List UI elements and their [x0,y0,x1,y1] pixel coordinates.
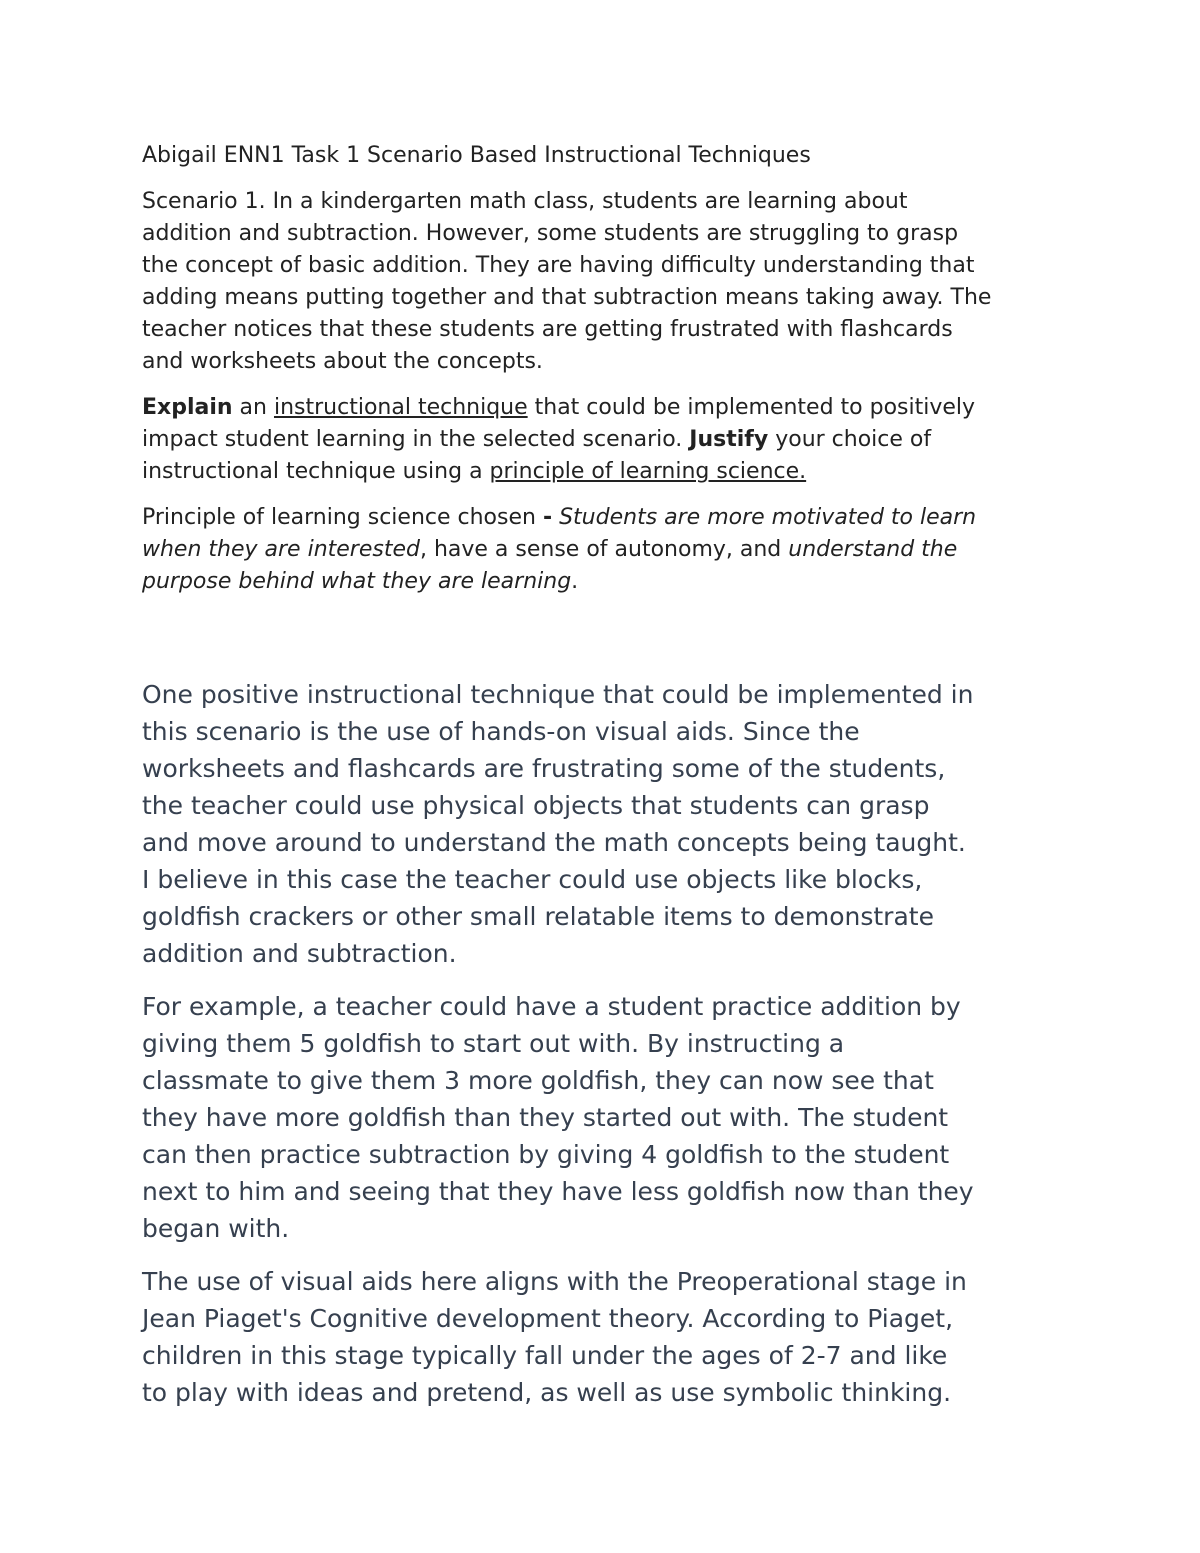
answer-line: Jean Piaget's Cognitive development theory. According to Piaget, [142,1304,954,1333]
prompt-line [142,392,1072,424]
scenario-line: teacher notices that these students are getting frustrated with flashcards [142,317,953,342]
prompt-paragraph [142,392,1072,488]
answer-line: goldfish crackers or other small relatable items to demonstrate [142,902,934,931]
answer-line: the teacher could use physical objects that students can grasp [142,791,930,820]
principle-paragraph [142,502,1072,598]
explain-keyword: Explain [142,395,233,420]
scenario-line: addition and subtraction. However, some students are struggling to grasp [142,221,959,246]
answer-line: giving them 5 goldfish to start out with. By instructing a [142,1029,845,1058]
principle-italic: when they are interested [142,537,420,562]
answer-line: children in this stage typically fall under the ages of 2-7 and like [142,1341,948,1370]
prompt-line [142,424,1072,456]
prompt-text: impact student learning in the selected scenario. [142,427,690,452]
scenario-line: adding means putting together and that subtraction means taking away. The [142,285,992,310]
principle-underlined: principle of learning science. [489,459,807,484]
scenario-line: and worksheets about the concepts. [142,349,543,374]
document-title: Abigail ENN1 Task 1 Scenario Based Instructional Techniques [142,143,811,168]
answer-line: this scenario is the use of hands-on visual aids. Since the [142,717,860,746]
spacer [142,612,1072,676]
answer-paragraph-1 [142,676,1072,972]
principle-text: . [571,569,579,594]
answer-line: The use of visual aids here aligns with the Preoperational stage in [142,1267,967,1296]
answer-line: can then practice subtraction by giving 4 goldfish to the student [142,1140,950,1169]
answer-line: For example, a teacher could have a student practice addition by [142,992,961,1021]
prompt-text: instructional technique using a [142,459,490,484]
principle-italic: purpose behind what they are learning [142,569,572,594]
answer-line: began with. [142,1214,290,1243]
answer-line: they have more goldfish than they started out with. The student [142,1103,949,1132]
scenario-line: Scenario 1. In a kindergarten math class, students are learning about [142,189,908,214]
principle-line [142,534,1072,566]
prompt-text: your choice of [768,427,932,452]
answer-line: classmate to give them 3 more goldfish, they can now see that [142,1066,934,1095]
answer-line: worksheets and flashcards are frustrating some of the students, [142,754,946,783]
answer-line: next to him and seeing that they have less goldfish now than they [142,1177,974,1206]
principle-italic: Students are more motivated to learn [552,505,977,530]
answer-line: I believe in this case the teacher could use objects like blocks, [142,865,923,894]
prompt-line [142,456,1072,488]
principle-label: Principle of learning science chosen [142,505,543,530]
principle-italic: understand the [788,537,958,562]
answer-paragraph-3 [142,1263,1072,1411]
principle-line [142,502,1072,534]
scenario-line: the concept of basic addition. They are having difficulty understanding that [142,253,975,278]
principle-line [142,566,1072,598]
prompt-text: an [232,395,274,420]
answer-line: addition and subtraction. [142,939,457,968]
scenario-paragraph [142,186,1072,378]
principle-text: , have a sense of autonomy, and [419,537,789,562]
justify-keyword: Justify [689,427,769,452]
answer-line: and move around to understand the math concepts being taught. [142,828,966,857]
prompt-text: that could be implemented to positively [527,395,976,420]
answer-line: to play with ideas and pretend, as well as use symbolic thinking. [142,1378,952,1407]
instructional-technique-underlined: instructional technique [273,395,528,420]
answer-paragraph-2 [142,988,1072,1247]
document-body [142,140,1072,1427]
principle-dash: - [542,505,553,530]
answer-line: One positive instructional technique that could be implemented in [142,680,974,709]
